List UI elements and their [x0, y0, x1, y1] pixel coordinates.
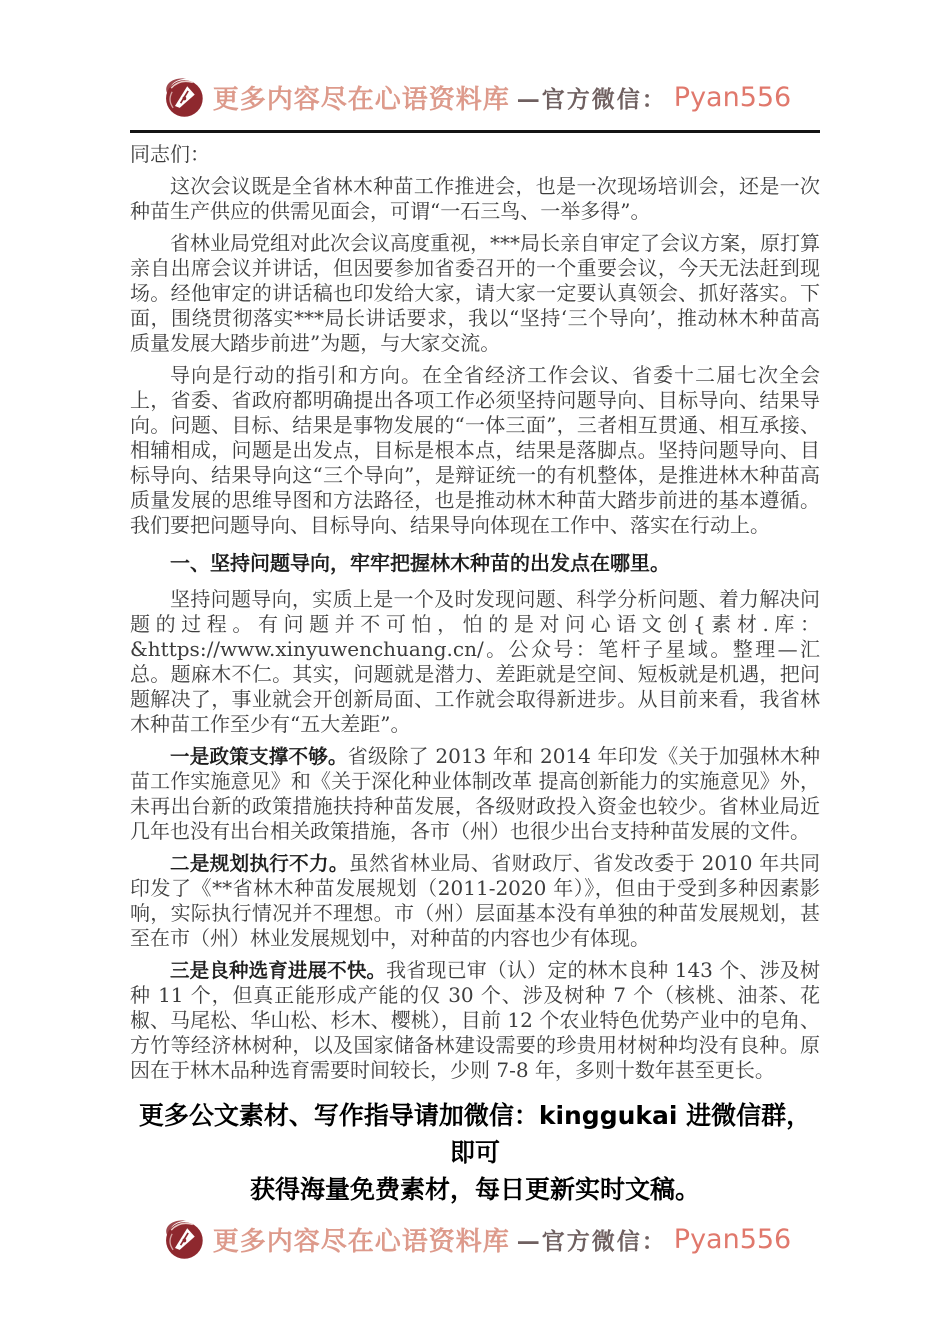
- section-heading: 一、坚持问题导向，牢牢把握林木种苗的出发点在哪里。: [170, 551, 670, 575]
- paragraph: 这次会议既是全省林木种苗工作推进会，也是一次现场培训会，还是一次种苗生产供应的供需见面会，可谓“一石三鸟、一举多得”。: [130, 174, 820, 223]
- paragraph: 省林业局党组对此次会议高度重视，***局长亲自审定了会议方案，原打算亲自出席会议并讲话，但因要参加省委召开的一个重要会议，今天无法赶到现场。经他审定的讲话稿也印发给大家，请大家一定要认真领会、抓好落实。下面，围绕贯彻落实***局长讲话要求，我以“坚持‘三个导向’，推动林木种苗高质量发展大踏步前进”为题，与大家交流。: [130, 231, 820, 355]
- paragraph: 一是政策支撑不够。省级除了 2013 年和 2014 年印发《关于加强林木种苗工作实施意见》和《关于深化种业体制改革 提高创新能力的实施意见》外，未再出台新的政策措施扶持种苗发展，各级财政投入资金也较少。省林业局近几年也没有出台相关政策措施，各市（州）也很少出台支持种苗发展的文件。: [130, 744, 820, 843]
- paragraph: 二是规划执行不力。虽然省林业局、省财政厅、省发改委于 2010 年共同印发了《**省林木种苗发展规划（2011-2020 年）》，但由于受到多种因素影响，实际执行情况并不理想。市（州）层面基本没有单独的种苗发展规划，甚至在市（州）林业发展规划中，对种苗的内容也少有体现。: [130, 851, 820, 950]
- paragraph-lead: 一是政策支撑不够。: [170, 745, 348, 768]
- pen-logo-icon: [159, 1216, 206, 1263]
- promo-line-1: 更多公文素材、写作指导请加微信：kinggukai 进微信群，即可: [138, 1101, 812, 1167]
- salutation: 同志们：: [130, 142, 210, 166]
- paragraph: 三是良种选育进展不快。我省现已审（认）定的林木良种 143 个、涉及树种 11 个，但真正能形成产能的仅 30 个、涉及树种 7 个（核桃、油茶、花椒、马尾松、华山松、杉木、樱桃），目前 12 个农业特色优势产业中的皂角、方竹等经济林树种，以及国家储备林建设需要的珍贵用材树种均没有良种。原因在于林木品种选育需要时间较长，少则 7-8 年，多则十数年甚至更长。: [130, 958, 820, 1082]
- brand-site-text: 更多内容尽在心语资料库: [212, 1227, 510, 1257]
- document-body: [130, 174, 820, 1083]
- paragraph: 导向是行动的指引和方向。在全省经济工作会议、省委十二届七次全会上，省委、省政府都明确提出各项工作必须坚持问题导向、目标导向、结果导向。问题、目标、结果是事物发展的“一体三面”，三者相互贯通、相互承接、相辅相成，问题是出发点，目标是根本点，结果是落脚点。坚持问题导向、目标导向、结果导向这“三个导向”，是辩证统一的有机整体，是推进林木种苗高质量发展的思维导图和方法路径，也是推动林木种苗大踏步前进的基本遵循。我们要把问题导向、目标导向、结果导向体现在工作中、落实在行动上。: [130, 363, 820, 537]
- brand-wechat-label: —官方微信：: [516, 1228, 667, 1255]
- brand-header: [130, 74, 820, 121]
- promo-banner: [130, 1097, 820, 1208]
- paragraph-lead: 三是良种选育进展不快。: [170, 959, 387, 982]
- promo-line-2: 获得海量免费素材，每日更新实时文稿。: [249, 1175, 700, 1204]
- brand-wechat-id: Pyan556: [673, 1224, 792, 1255]
- brand-wechat-id: Pyan556: [673, 82, 792, 113]
- brand-wechat-label: —官方微信：: [516, 86, 667, 113]
- brand-footer: [130, 1216, 820, 1263]
- pen-logo-icon: [159, 74, 206, 121]
- header-divider: [130, 130, 820, 133]
- paragraph: 坚持问题导向，实质上是一个及时发现问题、科学分析问题、着力解决问题的过程。有问题并不可怕，怕的是对问心语文创{素材.库：&https://www.xinyuwenchuang.cn/。公众号：笔杆子星域。整理—汇总。题麻木不仁。其实，问题就是潜力、差距就是空间、短板就是机遇，把问题解决了，事业就会开创新局面、工作就会取得新进步。从目前来看，我省林木种苗工作至少有“五大差距”。: [130, 587, 820, 736]
- brand-site-text: 更多内容尽在心语资料库: [212, 85, 510, 115]
- paragraph-lead: 二是规划执行不力。: [170, 852, 349, 875]
